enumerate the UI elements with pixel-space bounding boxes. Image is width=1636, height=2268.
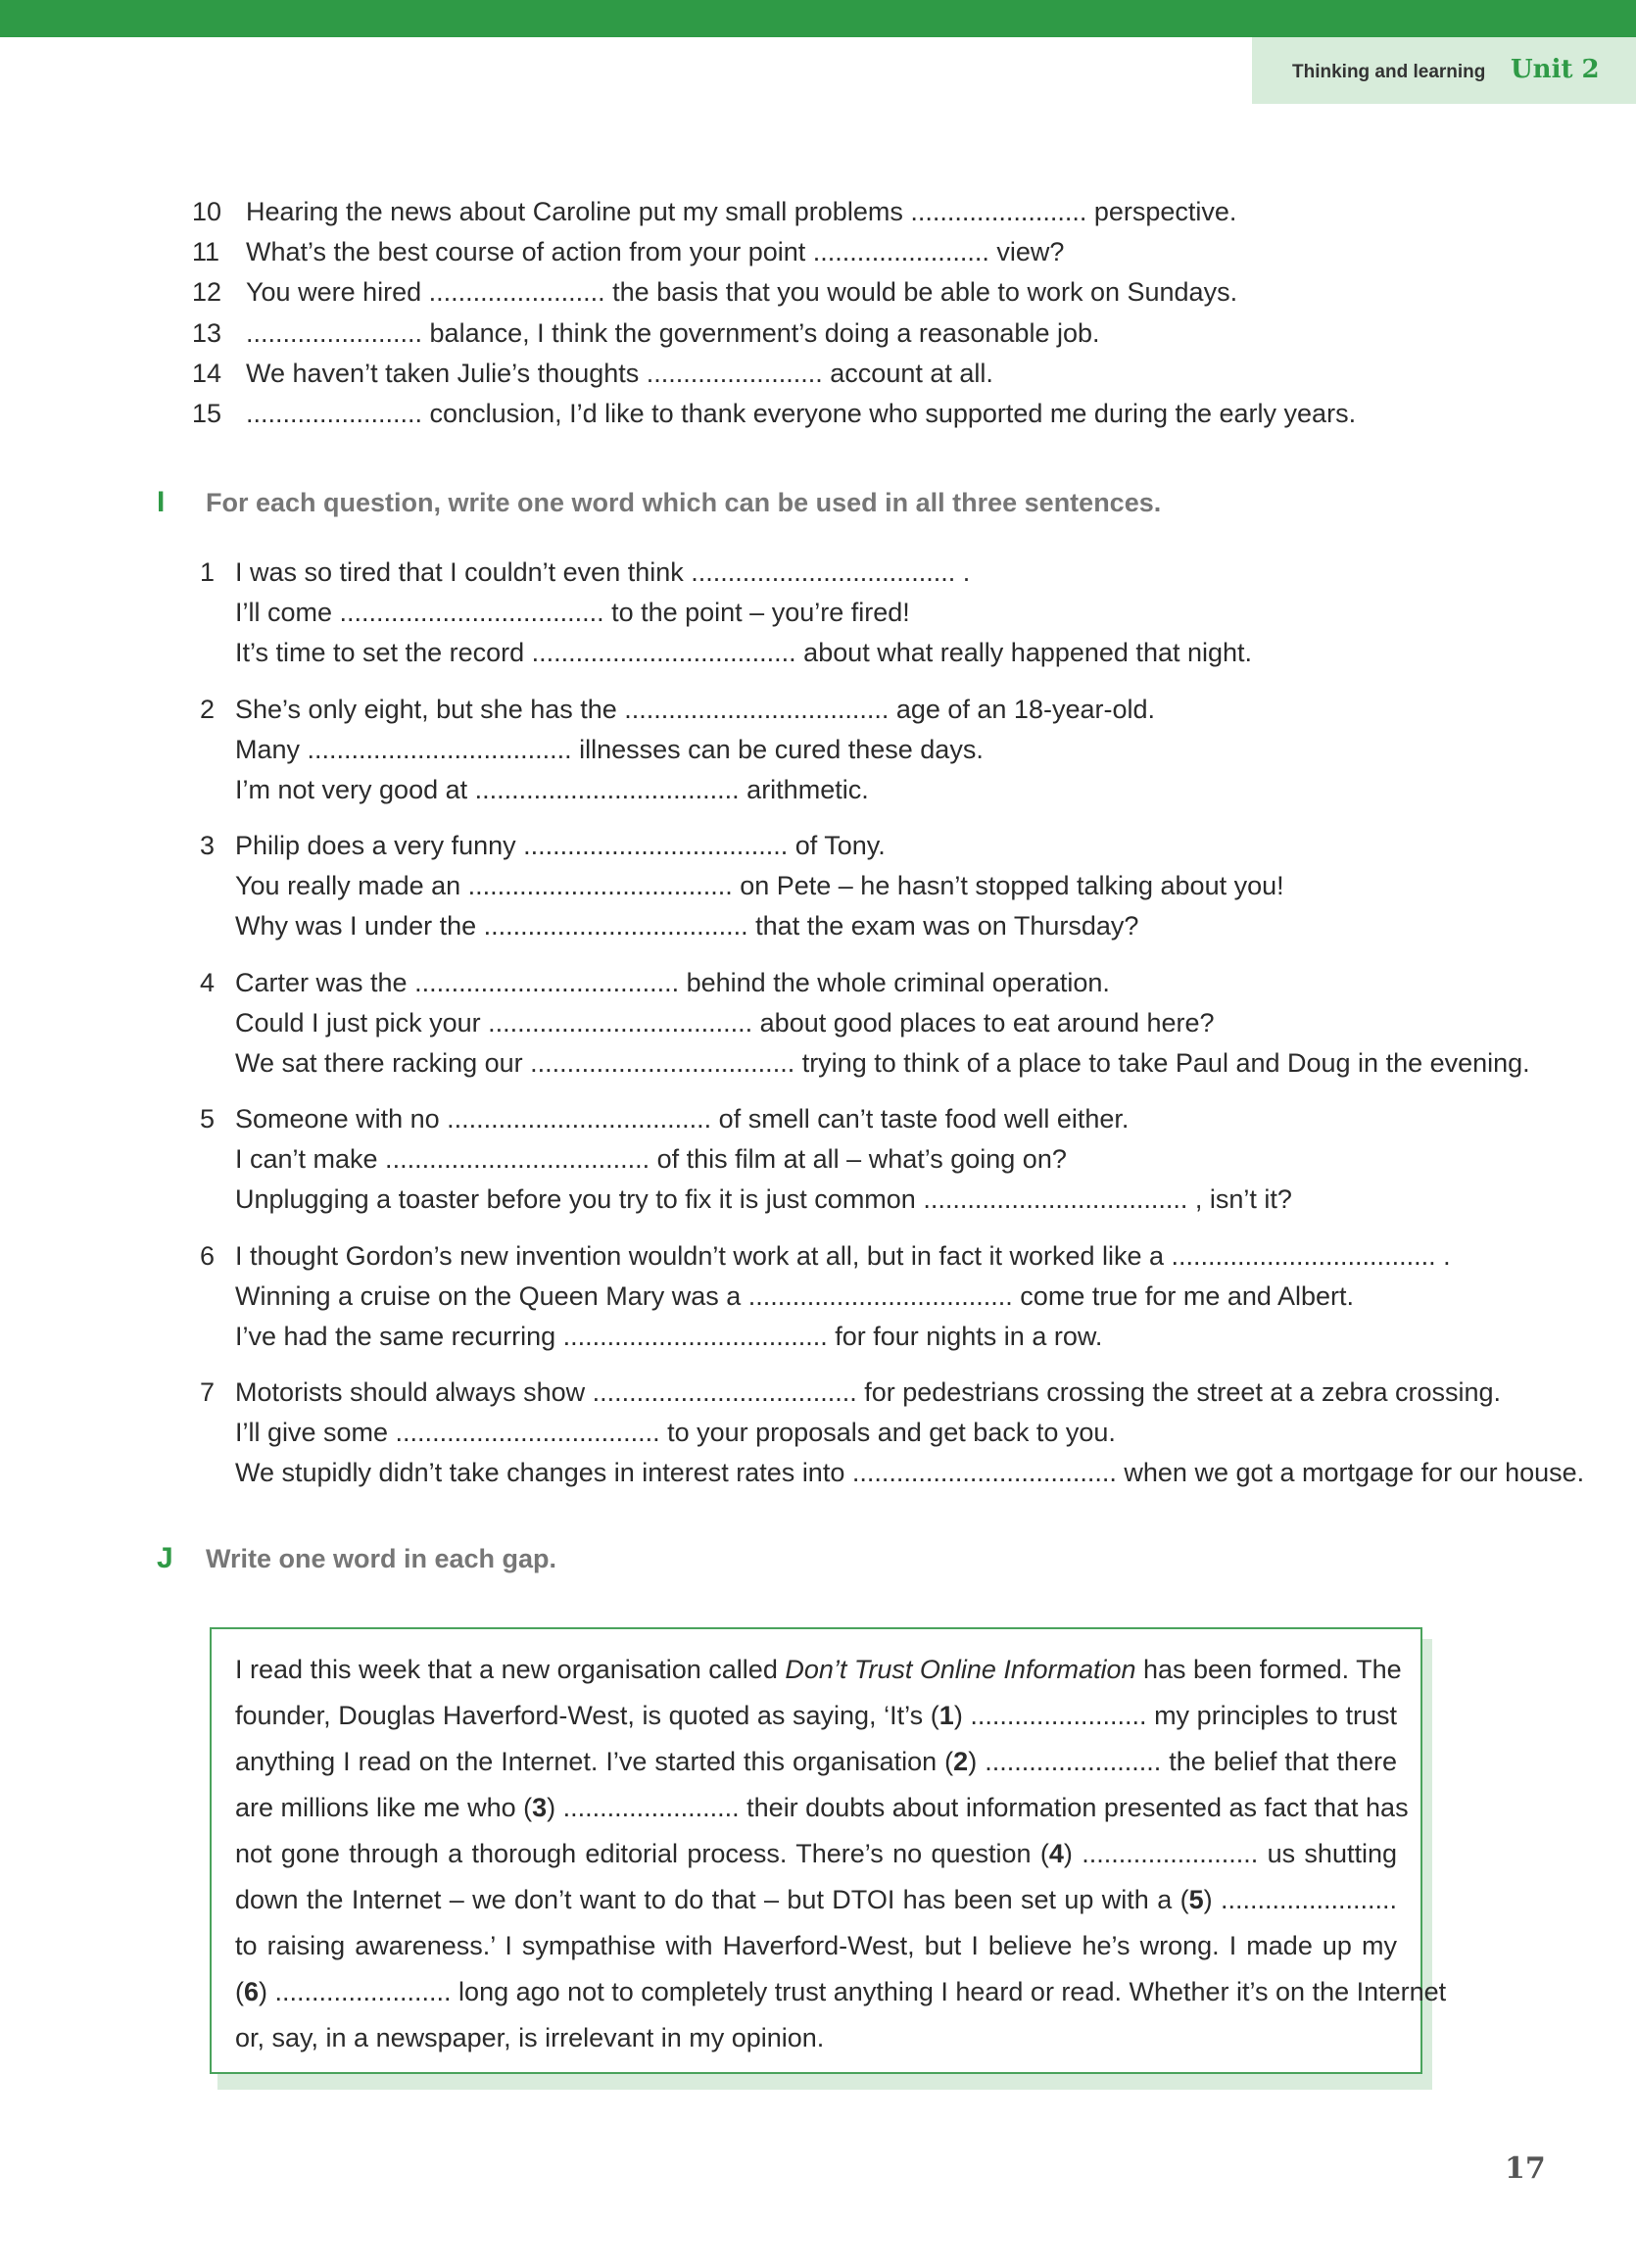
question-number: 6: [200, 1241, 216, 1271]
section-letter: J: [157, 1542, 173, 1574]
section-i-heading: [157, 486, 1161, 519]
list-item: 15 ........................ conclusion, I’d like to thank everyone who supported me during the early years.: [192, 399, 1357, 429]
list-item: 14 We haven’t taken Julie’s thoughts ........................ account at all.: [192, 358, 993, 388]
gap-number: 6: [244, 1977, 260, 2006]
sentence: I thought Gordon’s new invention wouldn’t work at all, but in fact it worked like a .................................... .: [235, 1241, 1451, 1271]
passage-line: not gone through a thorough editorial process. There’s no question (4) ........................ us shutting: [235, 1839, 1397, 1868]
sentence: Philip does a very funny .................................... of Tony.: [235, 831, 886, 860]
passage-line: down the Internet – we don’t want to do that – but DTOI has been set up with a (5) ........................: [235, 1885, 1398, 1914]
question-number: 5: [200, 1104, 216, 1134]
list-item: 10 Hearing the news about Caroline put my small problems ........................ perspective.: [192, 197, 1237, 226]
sentence: Carter was the .................................... behind the whole criminal operation.: [235, 968, 1110, 997]
gap-number: 1: [938, 1701, 954, 1730]
question-number: 7: [200, 1377, 216, 1407]
sentence: I can’t make .................................... of this film at all – what’s going on?: [235, 1144, 1067, 1175]
question-number: 4: [200, 968, 216, 997]
question-5: [200, 1099, 1292, 1221]
sentence: We stupidly didn’t take changes in interest rates into .................................... when we got a mortgage for our house.: [235, 1458, 1585, 1488]
passage-line: (6) ........................ long ago not to completely trust anything I heard or read. Whether it’s on the Internet: [235, 1977, 1447, 2006]
section-letter: I: [157, 486, 166, 518]
sentence: We sat there racking our .................................... trying to think of a place to take Paul and Doug in the evening.: [235, 1048, 1530, 1079]
sentence: Why was I under the .................................... that the exam was on Thursday?: [235, 911, 1139, 941]
sentence: It’s time to set the record .................................... about what really happened that night.: [235, 638, 1253, 668]
question-2: [200, 690, 1155, 811]
passage-line: founder, Douglas Haverford-West, is quoted as saying, ‘It’s (1) ........................ my principles to trust: [235, 1701, 1397, 1730]
passage-line: to raising awareness.’ I sympathise with Haverford-West, but I believe he’s wrong. I made up my: [235, 1931, 1397, 1960]
question-3: [200, 826, 1284, 947]
list-item: 12 You were hired ........................ the basis that you would be able to work on Sundays.: [192, 277, 1238, 308]
page-header-tab: [1252, 37, 1636, 104]
sentence: I’ve had the same recurring .................................... for four nights in a row.: [235, 1322, 1103, 1352]
question-number: 2: [200, 695, 216, 724]
gap-number: 4: [1048, 1839, 1064, 1868]
sentence: Someone with no .................................... of smell can’t taste food well either.: [235, 1104, 1130, 1134]
exercise-h-continued: [192, 192, 1356, 434]
passage-line: anything I read on the Internet. I’ve started this organisation (2) ........................ the belief that there: [235, 1747, 1397, 1776]
passage-line: I read this week that a new organisation called Don’t Trust Online Information has been formed. The: [235, 1655, 1402, 1684]
gap-number: 5: [1188, 1885, 1204, 1914]
question-number: 1: [200, 557, 216, 587]
question-7: [200, 1373, 1584, 1494]
top-green-bar: [0, 0, 1252, 37]
question-number: 3: [200, 831, 216, 860]
sentence: I’ll come .................................... to the point – you’re fired!: [235, 598, 910, 628]
list-item: 11 What’s the best course of action from your point ........................ view?: [192, 237, 1065, 267]
top-green-bar-right: [1252, 0, 1636, 37]
sentence: Unplugging a toaster before you try to fix it is just common .................................... , isn’t it?: [235, 1184, 1292, 1215]
section-instruction: For each question, write one word which can be used in all three sentences.: [206, 488, 1162, 517]
header-unit-label: Unit 2: [1511, 55, 1600, 84]
sentence: She’s only eight, but she has the .................................... age of an 18-year-old.: [235, 695, 1156, 724]
sentence: Could I just pick your .................................... about good places to eat around here?: [235, 1008, 1215, 1038]
sentence: Many .................................... illnesses can be cured these days.: [235, 735, 984, 765]
gap-fill-passage: [210, 1627, 1447, 2074]
gap-number: 3: [532, 1793, 548, 1822]
sentence: I was so tired that I couldn’t even think .................................... .: [235, 557, 971, 587]
gap-number: 2: [953, 1747, 969, 1776]
sentence: Winning a cruise on the Queen Mary was a .................................... come true for me and Albert.: [235, 1281, 1354, 1312]
sentence: Motorists should always show .................................... for pedestrians crossing the street at a zebra crossing.: [235, 1377, 1502, 1407]
passage-line: or, say, in a newspaper, is irrelevant in my opinion.: [235, 2023, 825, 2052]
list-item: 13 ........................ balance, I think the government’s doing a reasonable job.: [192, 317, 1100, 348]
organisation-name: Don’t Trust Online Information: [785, 1655, 1136, 1684]
page-number: 17: [1505, 2151, 1546, 2186]
section-j-heading: [157, 1542, 556, 1575]
sentence: I’m not very good at .................................... arithmetic.: [235, 775, 869, 805]
passage-line: are millions like me who (3) ........................ their doubts about information presented as fact that has: [235, 1793, 1409, 1822]
question-6: [200, 1236, 1451, 1358]
question-4: [200, 963, 1530, 1085]
header-section-title: Thinking and learning: [1292, 62, 1486, 82]
sentence: You really made an .................................... on Pete – he hasn’t stopped talking about you!: [235, 871, 1284, 901]
sentence: I’ll give some .................................... to your proposals and get back to you.: [235, 1418, 1116, 1448]
question-1: [200, 553, 1252, 674]
section-instruction: Write one word in each gap.: [206, 1544, 557, 1573]
